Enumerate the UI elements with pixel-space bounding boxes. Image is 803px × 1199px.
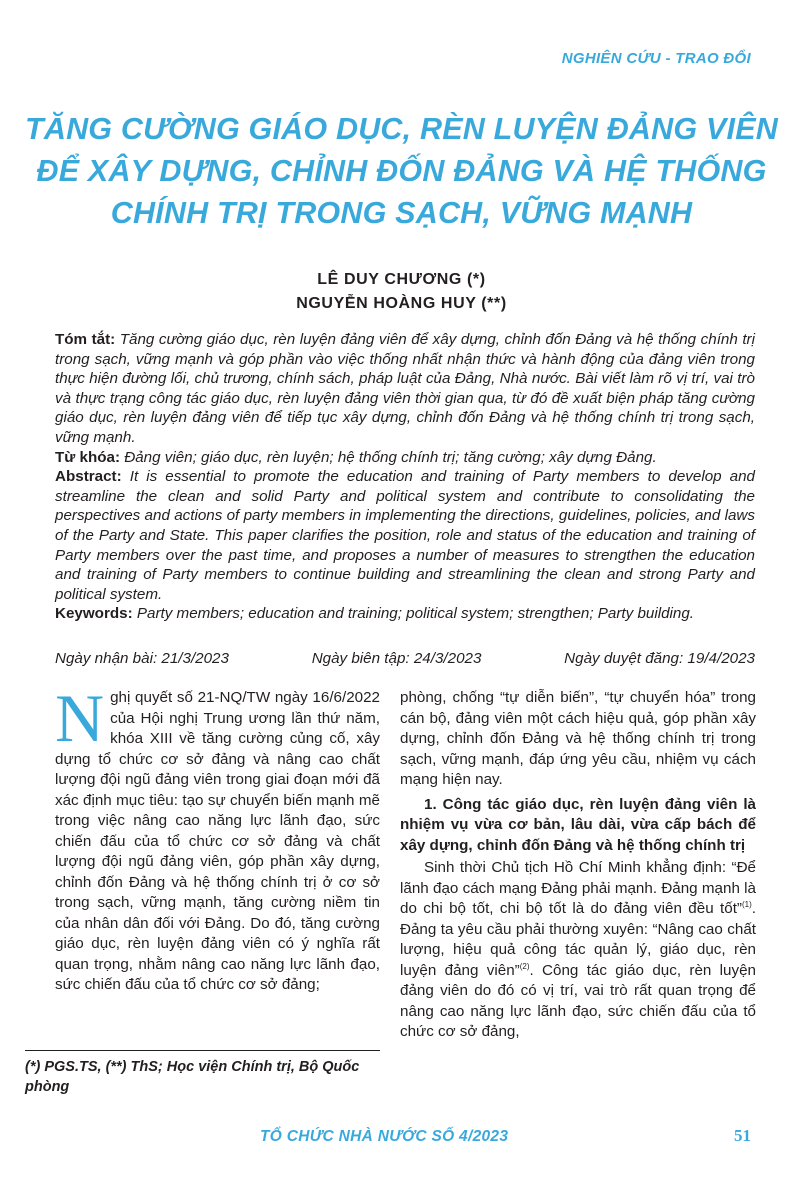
article-dates [55,650,755,667]
para2-part-c: . Công tác giáo dục, rèn luyện đảng viên do đó có vị trí, vai trò rất quan trọng để nâng cao năng lực lãnh đạo, sức chiến đấu của tổ chức cơ sở đảng, [400,961,756,1040]
keywords-vi [55,448,755,468]
journal-footer: TỔ CHỨC NHÀ NƯỚC SỐ 4/2023 [260,1128,509,1145]
body-right-para2 [400,858,756,1043]
abstract-en-label: Abstract: [55,468,122,486]
keywords-en-text: Party members; education and training; political system; strengthen; Party building. [132,605,695,623]
reference-2: (2) [519,961,530,971]
abstract-en-text: It is essential to promote the education and training of Party members to develop and streamline the clean and solid Party and political system and contribute to consolidating the perspectives and actions of party members in implementing the directions, guidelines, policies, and laws of the Party and State. This paper clarifies the position, role and status of the education and training of Party members over the past time, and proposes a number of measures to strengthen the education and training of Party members to continue building and streamlining the clean and strong Party and political system. [55,468,755,603]
page-number: 51 [734,1126,751,1145]
summary-label: Tóm tắt: [55,331,116,348]
body-column-right [400,688,756,1043]
date-edited: Ngày biên tập: 24/3/2023 [311,650,482,667]
author-2: NGUYỄN HOÀNG HUY (**) [296,295,507,312]
date-approved: Ngày duyệt đăng: 19/4/2023 [564,650,755,667]
author-list [0,268,803,316]
keywords-vi-label: Từ khóa: [55,448,120,466]
article-title: TĂNG CƯỜNG GIÁO DỤC, RÈN LUYỆN ĐẢNG VIÊN ĐỂ XÂY DỰNG, CHỈNH ĐỐN ĐẢNG VÀ HỆ THỐNG CHÍNH TRỊ TRONG SẠCH, VỮNG MẠNH [25,112,778,230]
summary-vi [55,330,755,448]
author-1: LÊ DUY CHƯƠNG (*) [317,271,486,288]
abstract-block [55,330,755,624]
body-column-left [55,680,380,996]
keywords-en [55,604,755,624]
footnote-divider [25,1050,380,1051]
body-paragraph [55,680,380,996]
body-right-para1: phòng, chống “tự diễn biến”, “tự chuyển hóa” trong cán bộ, đảng viên một cách hiệu quả, góp phần xây dựng, chỉnh đốn Đảng và hệ thống chính trị trong sạch, vững mạnh, đáp ứng yêu cầu, nhiệm vụ cách mạng hiện nay. [400,689,756,788]
body-left-text: ghị quyết số 21-NQ/TW ngày 16/6/2022 của Hội nghị Trung ương lần thứ năm, khóa XIII về tăng cường củng cố, xây dựng tổ chức cơ sở đảng và nâng cao chất lượng đội ngũ đảng viên trong giai đoạn mới đã xác định mục tiêu: tạo sự chuyển biến mạnh mẽ trong việc nâng cao năng lực lãnh đạo, sức chiến đấu của tổ chức cơ sở đảng và chất lượng đội ngũ đảng viên, góp phần xây dựng, chỉnh đốn Đảng và hệ thống chính trị ở cơ sở trong sạch, vững mạnh, tăng cường niềm tin của nhân dân đối với Đảng. Do đó, tăng cường giáo dục, rèn luyện đảng viên có ý nghĩa rất quan trọng, nhằm nâng cao năng lực lãnh đạo, sức chiến đấu của tổ chức cơ sở đảng; [55,689,380,993]
date-received: Ngày nhận bài: 21/3/2023 [55,650,229,667]
author-footnote: (*) PGS.TS, (**) ThS; Học viện Chính trị, Bộ Quốc phòng [25,1059,360,1095]
drop-cap: N [55,680,105,756]
para2-part-a: Sinh thời Chủ tịch Hồ Chí Minh khẳng định: “Để lãnh đạo cách mạng Đảng phải mạnh. Đảng mạnh là do chi bộ tốt, chi bộ tốt là do đảng viên đều tốt” [400,859,756,917]
keywords-vi-text: Đảng viên; giáo dục, rèn luyện; hệ thống chính trị; tăng cường; xây dựng Đảng. [120,448,657,466]
para2-part-b: . Đảng ta yêu cầu phải thường xuyên: “Nâng cao chất lượng, hiệu quả công tác quản lý, giáo dục, rèn luyện đảng viên” [400,900,756,979]
keywords-en-label: Keywords: [55,605,133,623]
section-heading-1: 1. Công tác giáo dục, rèn luyện đảng viên là nhiệm vụ vừa cơ bản, lâu dài, vừa cấp bách để xây dựng, chỉnh đốn Đảng và hệ thống chính trị [400,795,756,854]
reference-1: (1) [741,899,752,909]
summary-text: Tăng cường giáo dục, rèn luyện đảng viên để xây dựng, chỉnh đốn Đảng và hệ thống chính trị trong sạch, vững mạnh và góp phần vào việc thống nhất nhận thức và hành động của đảng viên trong thực hiện đường lối, chủ trương, chính sách, pháp luật của Đảng, Nhà nước. Bài viết làm rõ vị trí, vai trò và thực trạng công tác giáo dục, rèn luyện đảng viên thời gian qua, từ đó đề xuất biện pháp tăng cường giáo dục, rèn luyện đảng viên để tiếp tục xây dựng, chỉnh đốn Đảng và hệ thống chính trị trong sạch, vững mạnh. [55,331,755,446]
section-label: NGHIÊN CỨU - TRAO ĐỔI [561,50,751,67]
abstract-en [55,467,755,604]
